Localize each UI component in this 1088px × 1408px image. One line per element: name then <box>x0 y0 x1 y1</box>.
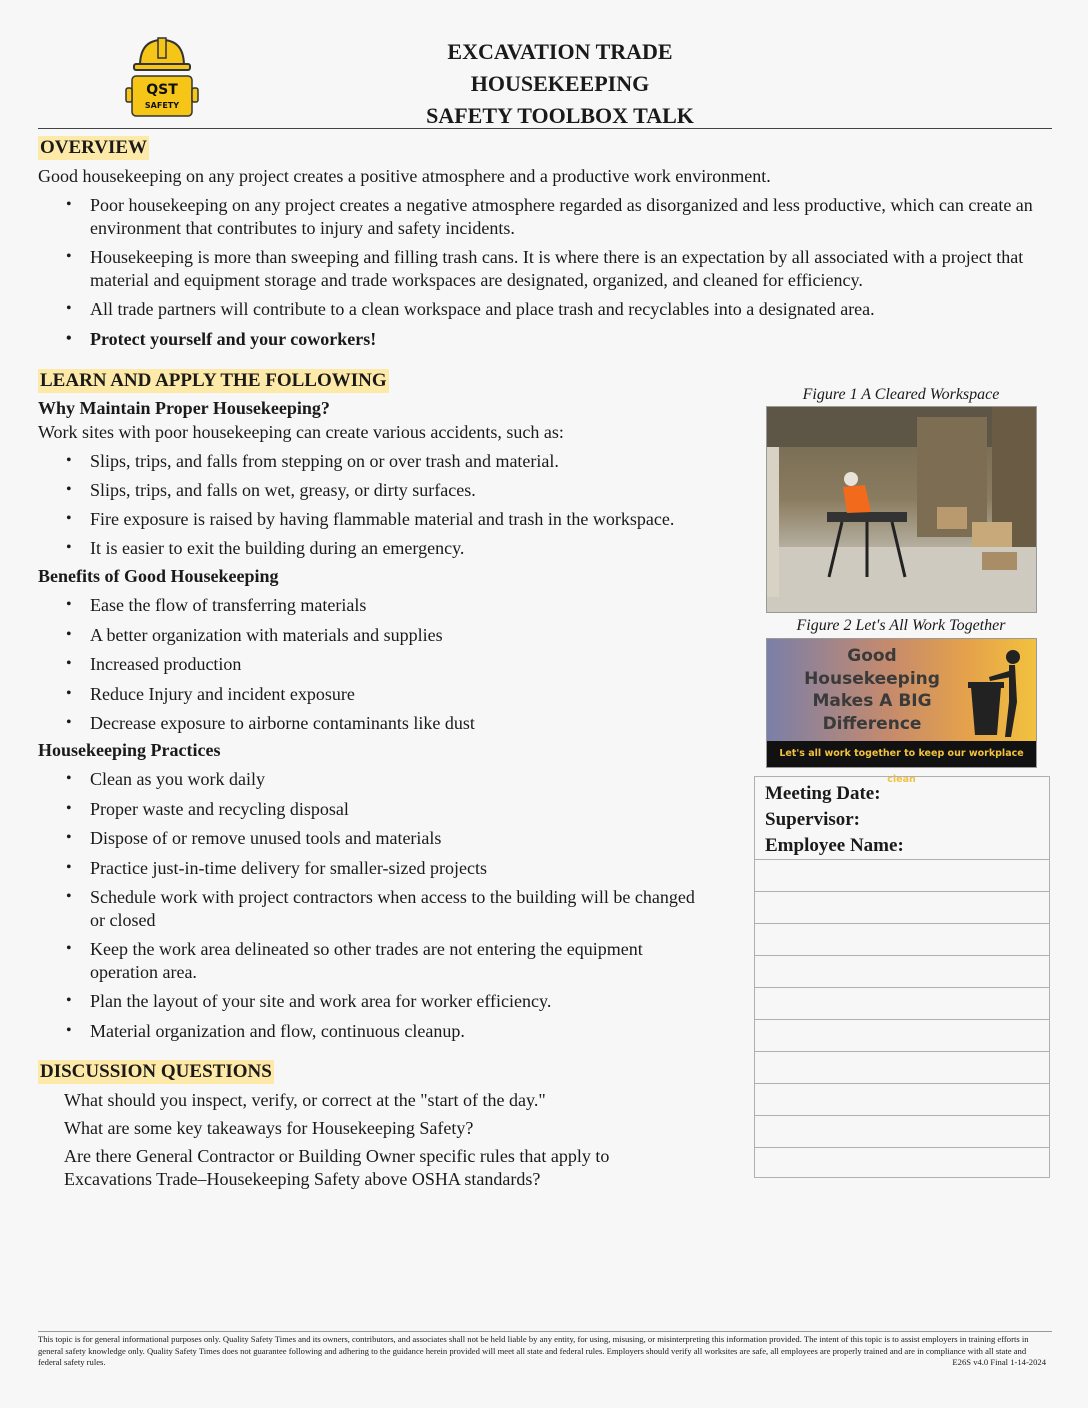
qst-safety-logo <box>122 36 202 120</box>
benefits-heading: Benefits of Good Housekeeping <box>38 566 279 586</box>
learn-heading: LEARN AND APPLY THE FOLLOWING <box>40 370 387 391</box>
banner-line-1: Good <box>847 646 897 666</box>
list-item: • Protect yourself and your coworkers! <box>66 328 1051 351</box>
list-item: • Proper waste and recycling disposal <box>66 798 706 821</box>
logo-text: QST <box>146 82 178 98</box>
practices-heading: Housekeeping Practices <box>38 740 221 760</box>
logo-subtext: SAFETY <box>144 101 180 110</box>
banner-line-2: Housekeeping <box>804 668 940 689</box>
banner-line-4: Difference <box>822 713 922 734</box>
figure-2-caption: Figure 2 Let's All Work Together <box>796 617 1006 634</box>
footer-disclaimer: This topic is for general informational purposes only. Quality Safety Times and its owners, contributors, and associates shall not be held liable by any entity, for using, misusing, or misinterpreting this information provided. The intent of this topic is to assist employers in training efforts in general safety knowledge only. Quality Safety Times does not guarantee following and adhering to the guidance herein provided will meet all state and federal rules. Employers should verify all worksites are safe, all employees are properly trained and are in compliance with all state and federal safety rules. <box>38 1334 1029 1367</box>
list-item: • Decrease exposure to airborne contaminants like dust <box>66 712 746 735</box>
figure-1-caption: Figure 1 A Cleared Workspace <box>802 386 1000 403</box>
housekeeping-banner <box>766 638 1037 785</box>
discussion-question: What are some key takeaways for Housekeeping Safety? <box>64 1118 474 1138</box>
signature-line[interactable] <box>755 891 1049 892</box>
title-line-1: EXCAVATION TRADE <box>447 39 673 64</box>
title-line-2: HOUSEKEEPING <box>470 71 650 96</box>
title-line-3: SAFETY TOOLBOX TALK <box>426 103 694 128</box>
signature-line[interactable] <box>755 1115 1049 1116</box>
list-item: • Material organization and flow, continuous cleanup. <box>66 1020 706 1043</box>
overview-heading: OVERVIEW <box>40 137 148 158</box>
employee-name-label: Employee Name: <box>765 835 904 856</box>
list-item: • Keep the work area delineated so other trades are not entering the equipment operation area. <box>66 938 706 983</box>
list-item: • Reduce Injury and incident exposure <box>66 683 746 706</box>
list-item: • Schedule work with project contractors when access to the building will be changed or closed <box>66 886 706 931</box>
discussion-heading: DISCUSSION QUESTIONS <box>40 1061 272 1082</box>
overview-list <box>66 194 1051 350</box>
list-item: • Dispose of or remove unused tools and materials <box>66 827 706 850</box>
list-item: • Ease the flow of transferring materials <box>66 594 746 617</box>
banner-line-3: Makes A BIG <box>812 691 932 711</box>
list-item: • A better organization with materials and supplies <box>66 624 746 647</box>
discussion-question: What should you inspect, verify, or correct at the "start of the day." <box>64 1090 546 1110</box>
benefits-list <box>66 594 746 735</box>
signature-line[interactable] <box>755 955 1049 956</box>
why-intro: Work sites with poor housekeeping can create various accidents, such as: <box>38 422 564 442</box>
signin-box <box>754 776 1050 1178</box>
signature-line[interactable] <box>755 859 1049 860</box>
recycling-person-icon <box>965 647 1031 739</box>
list-item: • Fire exposure is raised by having flammable material and trash in the workspace. <box>66 508 746 531</box>
list-item: • Clean as you work daily <box>66 768 706 791</box>
signature-line[interactable] <box>755 1019 1049 1020</box>
why-heading: Why Maintain Proper Housekeeping? <box>38 398 330 418</box>
list-item: • Practice just-in-time delivery for smaller-sized projects <box>66 857 706 880</box>
list-item: • Housekeeping is more than sweeping and filling trash cans. It is where there is an expectation by all associated with a project that material and equipment storage and trade workspaces are designated, organized, and cleaned for efficiency. <box>66 246 1051 291</box>
list-item: • It is easier to exit the building during an emergency. <box>66 537 746 560</box>
footer-version: E26S v4.0 Final 1-14-2024 <box>952 1357 1046 1367</box>
list-item: • Plan the layout of your site and work area for worker efficiency. <box>66 990 706 1013</box>
list-item: • Poor housekeeping on any project creates a negative atmosphere regarded as disorganized and less productive, which can create an environment that contributes to injury and safety incidents. <box>66 194 1051 239</box>
signature-line[interactable] <box>755 1051 1049 1052</box>
meeting-date-label: Meeting Date: <box>765 783 881 804</box>
hardhat-icon <box>122 36 202 120</box>
supervisor-label: Supervisor: <box>765 809 860 830</box>
why-list <box>66 450 746 560</box>
list-item: • Increased production <box>66 653 746 676</box>
signature-line[interactable] <box>755 987 1049 988</box>
list-item: • Slips, trips, and falls from stepping on or over trash and material. <box>66 450 746 473</box>
practices-list <box>66 768 706 1042</box>
signature-line[interactable] <box>755 923 1049 924</box>
footer-divider <box>38 1331 1052 1332</box>
list-item: • All trade partners will contribute to a clean workspace and place trash and recyclables into a designated area. <box>66 298 1051 321</box>
cleared-workspace-photo <box>766 406 1037 613</box>
banner-tagline: Let's all work together to keep our workplace clean <box>767 741 1036 767</box>
list-item: • Slips, trips, and falls on wet, greasy, or dirty surfaces. <box>66 479 746 502</box>
discussion-question: Are there General Contractor or Building Owner specific rules that apply to Excavations Trade–Housekeeping Safety above OSHA standards? <box>64 1146 610 1189</box>
overview-intro: Good housekeeping on any project creates a positive atmosphere and a productive work environment. <box>38 166 771 186</box>
signature-line[interactable] <box>755 1083 1049 1084</box>
title-divider <box>38 128 1052 129</box>
signature-line[interactable] <box>755 1147 1049 1148</box>
page-title <box>330 36 790 132</box>
